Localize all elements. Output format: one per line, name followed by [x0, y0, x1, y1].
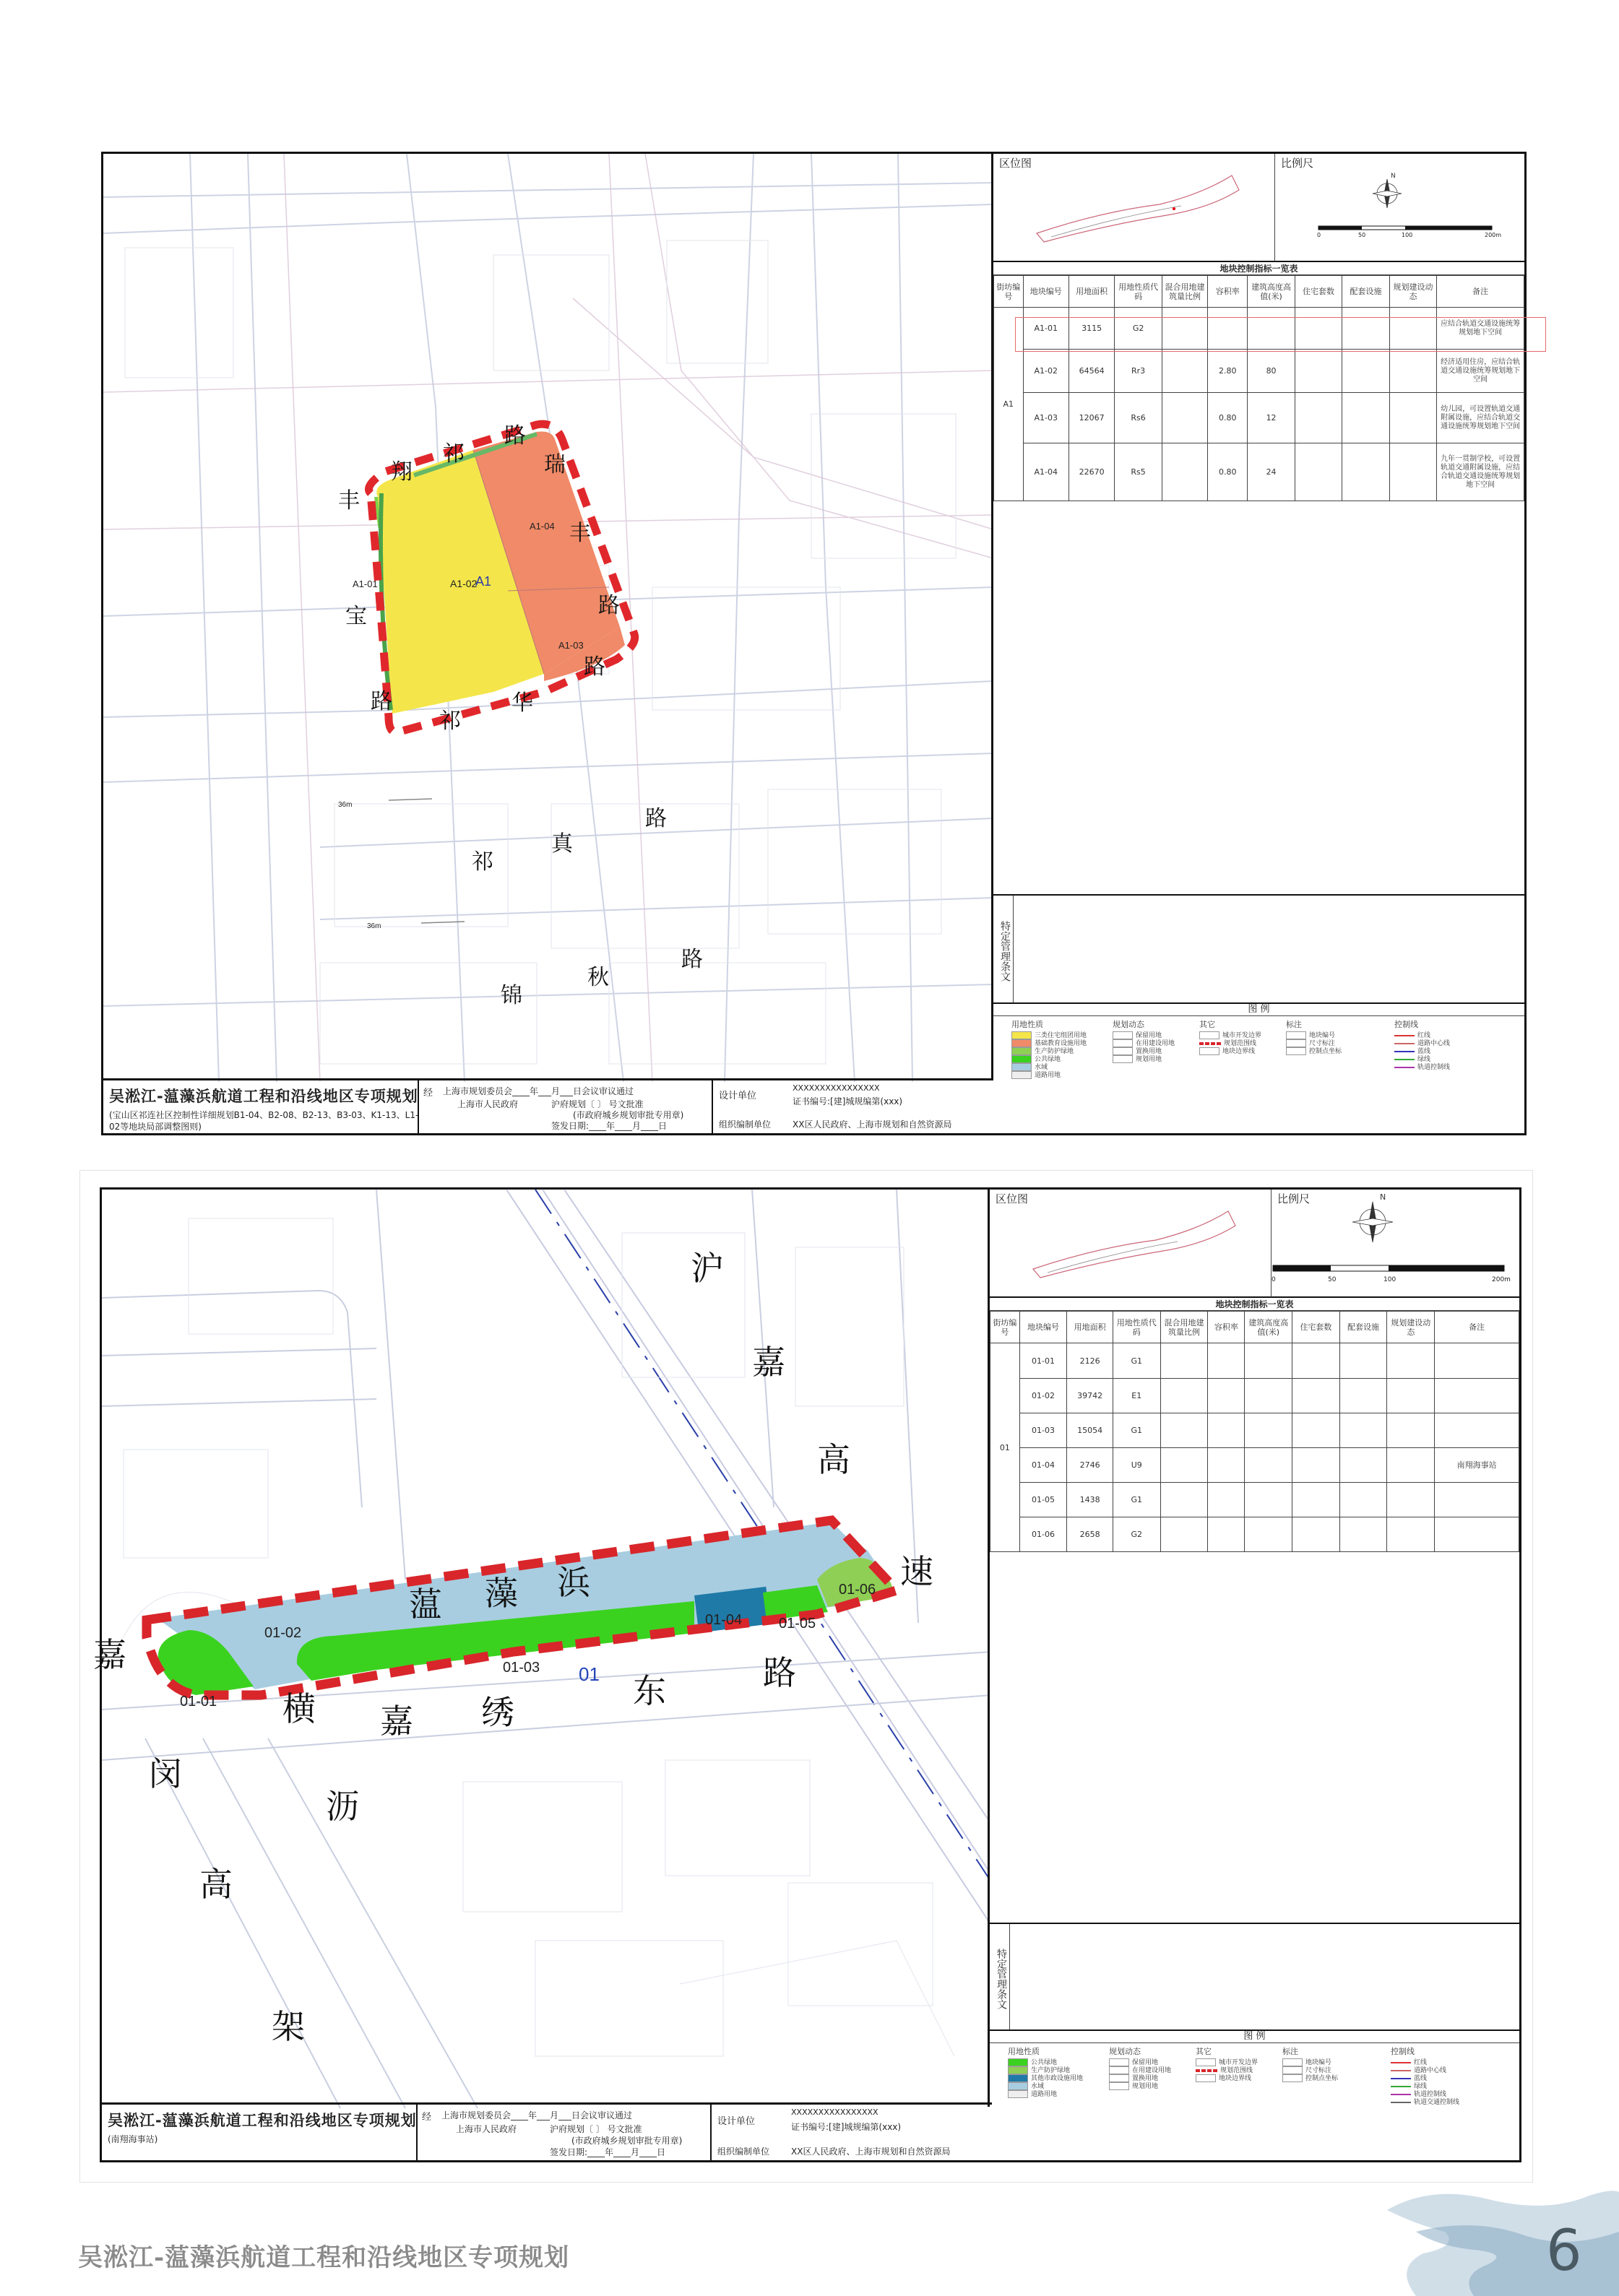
title-block-1b — [712, 1078, 993, 1133]
legend-item-label: 绿线 — [1417, 1056, 1431, 1063]
location-map-graphic — [990, 1190, 1272, 1298]
legend-item-label: 生产防护绿地 — [1035, 1048, 1074, 1055]
legend-item-label: 红线 — [1417, 1032, 1431, 1039]
highlight-box — [1015, 317, 1546, 352]
plan-sheet-1 — [101, 152, 1527, 1135]
table-row — [990, 1483, 1519, 1517]
cell: 15054 — [1067, 1413, 1113, 1448]
cell: U9 — [1113, 1448, 1160, 1483]
map-canvas-2 — [93, 1190, 992, 2108]
cell-note: 九年一贯制学校，可设置轨道交通附属设施，应结合轨道交通设施统筹规划地下空间 — [1437, 443, 1524, 501]
table-title: 地块控制指标一览表 — [990, 1298, 1519, 1311]
cell: 3115 — [1068, 308, 1114, 350]
legend-item-label: 规划用地 — [1132, 2083, 1159, 2090]
col-header: 规划建设动态 — [1389, 276, 1436, 308]
legend-item-label: 规划范围线 — [1224, 1040, 1257, 1047]
legend-swatch — [1391, 2102, 1411, 2103]
road-char: 蕰 — [409, 1585, 442, 1623]
block-cell: 01 — [990, 1343, 1020, 1552]
legend-item-label: 在用建设用地 — [1136, 1040, 1175, 1047]
legend-swatch — [1391, 2078, 1411, 2079]
road-char: 嘉 — [752, 1343, 785, 1381]
cell: E1 — [1113, 1379, 1160, 1413]
col-header: 用地面积 — [1067, 1312, 1113, 1343]
parcel-label: 01-04 — [705, 1612, 743, 1628]
legend-swatch — [1199, 1047, 1219, 1055]
col-header: 容积率 — [1208, 276, 1248, 308]
road-char: 祁 — [443, 442, 465, 466]
cell-note — [1435, 1379, 1519, 1413]
dim-label: 36m — [338, 801, 353, 809]
approval-text: 沪府规划〔 〕 号文批准 — [551, 1099, 644, 1109]
road-char: 祁 — [472, 850, 493, 874]
road-char: 华 — [511, 691, 533, 715]
legend-swatch — [1196, 2069, 1217, 2072]
col-header: 容积率 — [1208, 1312, 1245, 1343]
legend-item-label: 蓝线 — [1417, 1048, 1431, 1055]
legend-swatch — [1391, 2094, 1411, 2095]
legend-item-label: 城市开发边界 — [1219, 2059, 1258, 2066]
cell: 01-01 — [1019, 1343, 1067, 1379]
legend-item-label: 道路用地 — [1035, 1072, 1061, 1079]
legend-group-title: 规划动态 — [1109, 2047, 1141, 2056]
legend-item — [1282, 2073, 1338, 2082]
col-header: 建筑高度高值(米) — [1248, 276, 1295, 308]
approval-text: 上海市人民政府 — [457, 1099, 519, 1109]
certificate-number: 证书编号:[建]城规编第(xxx) — [793, 1096, 903, 1106]
col-header: 配套设施 — [1342, 276, 1389, 308]
scale-tick: 50 — [1328, 1276, 1337, 1283]
col-header: 备注 — [1437, 276, 1524, 308]
legend-swatch — [1199, 1042, 1221, 1045]
legend-group-title: 标注 — [1282, 2047, 1298, 2056]
cell: 39742 — [1067, 1379, 1113, 1413]
col-header: 规划建设动态 — [1387, 1312, 1435, 1343]
legend-swatch — [1008, 2090, 1028, 2098]
legend-item-label: 红线 — [1414, 2059, 1428, 2066]
road-char: 丰 — [569, 521, 591, 545]
table-title: 地块控制指标一览表 — [993, 262, 1524, 275]
cell: Rr3 — [1115, 350, 1162, 393]
design-unit-value: XXXXXXXXXXXXXXXX — [791, 2107, 878, 2117]
cell: A1-04 — [1023, 443, 1068, 501]
approval-mark: 经 — [422, 2112, 432, 2123]
legend-item — [1196, 2073, 1251, 2082]
parcel-label: A1-01 — [353, 579, 378, 589]
legend — [993, 1002, 1524, 1080]
col-header: 用地性质代码 — [1115, 276, 1162, 308]
special-clauses — [990, 1923, 1519, 2029]
approval-text: 沪府规划〔 〕 号文批准 — [550, 2124, 642, 2134]
cell: G1 — [1113, 1343, 1160, 1379]
legend-item-label: 地块编号 — [1309, 1032, 1336, 1039]
road-char: 高 — [199, 1866, 233, 1903]
legend-item-label: 规划范围线 — [1220, 2067, 1253, 2074]
legend — [990, 2029, 1519, 2107]
col-header: 混合用地建筑量比例 — [1162, 276, 1207, 308]
location-map-label: 区位图 — [999, 157, 1032, 170]
title-block-2b — [710, 2102, 992, 2160]
cell-note — [1435, 1343, 1519, 1379]
road-char: 路 — [645, 807, 667, 831]
col-header: 地块编号 — [1019, 1312, 1067, 1343]
legend-swatch — [1282, 2074, 1303, 2082]
legend-swatch — [1196, 2074, 1216, 2082]
legend-item-label: 道路用地 — [1031, 2091, 1058, 2098]
legend-swatch — [1109, 2082, 1129, 2090]
design-unit-value: XXXXXXXXXXXXXXXX — [793, 1083, 880, 1093]
table-row — [990, 1517, 1519, 1552]
legend-item-label: 水域 — [1031, 2083, 1045, 2090]
road-char: 速 — [900, 1553, 933, 1590]
cell: 64564 — [1068, 350, 1114, 393]
cell: 0.80 — [1208, 393, 1248, 443]
legend-swatch — [1394, 1067, 1415, 1068]
cell: G2 — [1113, 1517, 1160, 1552]
cell: 1438 — [1067, 1483, 1113, 1517]
design-unit-label: 设计单位 — [717, 2116, 756, 2127]
legend-item-label: 置换用地 — [1136, 1048, 1162, 1055]
table-row — [994, 443, 1524, 501]
organizer-value: XX区人民政府、上海市规划和自然资源局 — [791, 2146, 951, 2157]
organizer-label: 组织编制单位 — [719, 1119, 772, 1130]
scale-tick: 200m — [1492, 1276, 1511, 1283]
cell: 01-05 — [1019, 1483, 1067, 1517]
col-header: 备注 — [1435, 1312, 1519, 1343]
legend-item — [1011, 1070, 1061, 1079]
legend-item-label: 尺寸标注 — [1309, 1040, 1336, 1047]
north-arrow-icon — [1275, 154, 1524, 262]
approval-text: (市政府城乡规划审批专用章) — [573, 1110, 684, 1120]
special-clauses-label: 特定管理条文 — [990, 1924, 1010, 2029]
legend-item-label: 三类住宅组团用地 — [1035, 1032, 1087, 1039]
legend-body — [993, 1017, 1524, 1080]
legend-title: 图 例 — [990, 2031, 1519, 2043]
col-header: 街坊编号 — [994, 276, 1024, 308]
scale-area — [1275, 154, 1524, 262]
legend-swatch — [1286, 1047, 1306, 1055]
legend-item-label: 其他市政设施用地 — [1031, 2075, 1084, 2082]
legend-group-title: 规划动态 — [1113, 1020, 1144, 1029]
svg-text:N: N — [1391, 173, 1396, 180]
side-panel-1 — [991, 154, 1524, 1080]
road-char: 锦 — [501, 984, 522, 1008]
special-clauses — [993, 894, 1524, 1002]
legend-swatch — [1394, 1043, 1415, 1044]
cell: 01-02 — [1019, 1379, 1067, 1413]
cell: G1 — [1113, 1413, 1160, 1448]
parcel-label: A1-04 — [530, 521, 555, 532]
road-char: 秋 — [587, 966, 609, 989]
legend-item-label: 置换用地 — [1132, 2075, 1159, 2082]
legend-swatch — [1394, 1051, 1415, 1052]
legend-item-label: 保留用地 — [1136, 1032, 1162, 1039]
legend-swatch — [1113, 1055, 1133, 1063]
legend-item-label: 生产防护绿地 — [1031, 2067, 1071, 2074]
cell-note — [1435, 1413, 1519, 1448]
cell: G1 — [1113, 1483, 1160, 1517]
cell-note — [1435, 1483, 1519, 1517]
approval-text: 签发日期:____年____月____日 — [551, 1121, 668, 1131]
road-char: 祁 — [439, 709, 461, 733]
col-header: 用地性质代码 — [1113, 1312, 1160, 1343]
legend-item-label: 地块边界线 — [1222, 1048, 1256, 1055]
parcel-label: 01-02 — [264, 1625, 302, 1641]
road-char: 藻 — [485, 1574, 518, 1612]
road-char: 瑞 — [544, 453, 566, 477]
table-row — [990, 1343, 1519, 1379]
approval-text: 上海市人民政府 — [456, 2124, 517, 2134]
col-header: 住宅套数 — [1295, 276, 1342, 308]
location-map — [990, 1190, 1272, 1298]
cell: 2126 — [1067, 1343, 1113, 1379]
scale-tick: 0 — [1272, 1276, 1276, 1283]
road-char: 路 — [681, 948, 703, 971]
road-char: 架 — [272, 2008, 305, 2045]
col-header: 配套设施 — [1339, 1312, 1387, 1343]
indicator-table — [990, 1311, 1519, 1552]
legend-item-label: 尺寸标注 — [1305, 2067, 1332, 2074]
map-canvas-1 — [103, 154, 993, 1082]
legend-item — [1109, 2081, 1158, 2090]
road-char: 丰 — [338, 489, 360, 513]
road-char: 东 — [633, 1672, 666, 1710]
cell-note: 幼儿园，可设置轨道交通附属设施，应结合轨道交通设施统筹规划地下空间 — [1437, 393, 1524, 443]
cell: 12 — [1248, 393, 1295, 443]
ink-wash-decoration — [1373, 2181, 1619, 2296]
cell: 01-06 — [1019, 1517, 1067, 1552]
page-number: 6 — [1546, 2219, 1582, 2284]
plan-title: 吴淞江-蕰藻浜航道工程和沿线地区专项规划 — [109, 1088, 418, 1105]
cell: 22670 — [1068, 443, 1114, 501]
legend-item-label: 城市开发边界 — [1222, 1032, 1262, 1039]
cell: 24 — [1248, 443, 1295, 501]
indicator-table — [993, 275, 1524, 501]
special-clauses-label: 特定管理条文 — [993, 896, 1014, 1002]
scale-label: 比例尺 — [1277, 1192, 1311, 1205]
legend-item-label: 控制点坐标 — [1309, 1048, 1342, 1055]
approval-text: 上海市规划委员会____年___月___日会议审议通过 — [441, 2110, 633, 2120]
legend-group-title: 用地性质 — [1008, 2047, 1040, 2056]
col-header: 地块编号 — [1023, 276, 1068, 308]
block-label: A1 — [475, 574, 492, 589]
plan-subtitle: (宝山区祁连社区控制性详细规划B1-04、B2-08、B2-13、B3-03、K1-13、L1-02等地块局部调整图则) — [109, 1110, 419, 1132]
scale-tick: 200m — [1485, 232, 1502, 238]
legend-item-label: 在用建设用地 — [1132, 2067, 1172, 2074]
footer-title: 吴淞江-蕰藻浜航道工程和沿线地区专项规划 — [78, 2243, 570, 2272]
col-header: 用地面积 — [1068, 276, 1114, 308]
legend-item-label: 地块编号 — [1305, 2059, 1332, 2066]
legend-item-label: 道路中心线 — [1414, 2067, 1447, 2074]
road-char: 沥 — [326, 1788, 359, 1825]
cell-note — [1435, 1517, 1519, 1552]
legend-item — [1008, 2089, 1057, 2098]
scale-label: 比例尺 — [1281, 157, 1314, 170]
legend-group-title: 控制线 — [1391, 2047, 1415, 2056]
legend-swatch — [1011, 1071, 1032, 1079]
organizer-value: XX区人民政府、上海市规划和自然资源局 — [793, 1119, 952, 1130]
legend-item-label: 道路中心线 — [1417, 1040, 1451, 1047]
legend-item-label: 轨道交通控制线 — [1414, 2099, 1460, 2106]
legend-item-label: 蓝线 — [1414, 2075, 1428, 2082]
legend-item — [1199, 1046, 1255, 1055]
legend-group-title: 用地性质 — [1011, 1020, 1043, 1029]
legend-item — [1394, 1062, 1450, 1071]
cell-note: 南翔海事站 — [1435, 1448, 1519, 1483]
legend-title: 图 例 — [993, 1004, 1524, 1016]
col-header: 混合用地建筑量比例 — [1160, 1312, 1208, 1343]
parcel-label: 01-05 — [779, 1616, 816, 1632]
legend-item-label: 轨道控制线 — [1414, 2091, 1447, 2098]
plan-title: 吴淞江-蕰藻浜航道工程和沿线地区专项规划 — [108, 2112, 417, 2129]
legend-group-title: 标注 — [1286, 1020, 1302, 1029]
col-header: 住宅套数 — [1292, 1312, 1340, 1343]
scale-tick: 0 — [1317, 232, 1321, 238]
parcel-label: 01-03 — [503, 1660, 540, 1676]
legend-item-label: 规划用地 — [1136, 1056, 1162, 1063]
scale-area — [1272, 1190, 1519, 1298]
approval-mark: 经 — [423, 1088, 433, 1099]
col-header: 建筑高度高值(米) — [1245, 1312, 1292, 1343]
block-label: 01 — [579, 1663, 600, 1685]
legend-item-label: 水域 — [1035, 1064, 1048, 1071]
legend-body — [990, 2044, 1519, 2107]
certificate-number: 证书编号:[建]城规编第(xxx) — [791, 2122, 902, 2132]
cell: 2658 — [1067, 1517, 1113, 1552]
road-char: 横 — [282, 1690, 316, 1728]
road-char: 路 — [763, 1654, 796, 1691]
road-char: 沪 — [691, 1249, 724, 1287]
parcel-label: A1-03 — [558, 640, 584, 651]
cell: 2746 — [1067, 1448, 1113, 1483]
cell: A1-03 — [1023, 393, 1068, 443]
legend-swatch — [1394, 1059, 1415, 1060]
cell-note: 应结合轨道交通设施统筹规划地下空间 — [1437, 308, 1524, 350]
legend-swatch — [1391, 2062, 1411, 2063]
legend-group-title: 其它 — [1196, 2047, 1212, 2056]
road-char: 浜 — [557, 1564, 590, 1601]
scale-tick: 100 — [1383, 1276, 1396, 1283]
cell: 2.80 — [1208, 350, 1248, 393]
legend-item-label: 公共绿地 — [1035, 1056, 1061, 1063]
legend-item-label: 保留用地 — [1132, 2059, 1159, 2066]
road-char: 嘉 — [380, 1702, 413, 1740]
location-map-label: 区位图 — [996, 1192, 1029, 1205]
table-row — [994, 393, 1524, 443]
legend-swatch — [1391, 2086, 1411, 2087]
legend-item — [1113, 1054, 1162, 1063]
legend-swatch — [1391, 2070, 1411, 2071]
table-row — [994, 350, 1524, 393]
cell: G2 — [1115, 308, 1162, 350]
svg-text:N: N — [1380, 1192, 1386, 1202]
design-unit-label: 设计单位 — [719, 1091, 757, 1101]
road-char: 真 — [551, 832, 573, 856]
road-char: 嘉 — [93, 1636, 126, 1673]
legend-item — [1286, 1046, 1342, 1055]
legend-item-label: 公共绿地 — [1031, 2059, 1058, 2066]
table-row — [990, 1379, 1519, 1413]
legend-item-label: 基础教育设施用地 — [1035, 1040, 1087, 1047]
parcel-label: 01-06 — [839, 1582, 876, 1598]
road-char: 路 — [598, 594, 620, 618]
cell: 80 — [1248, 350, 1295, 393]
dim-label: 36m — [367, 922, 381, 930]
organizer-label: 组织编制单位 — [717, 2146, 770, 2157]
cell: 12067 — [1068, 393, 1114, 443]
legend-group-title: 控制线 — [1394, 1020, 1418, 1029]
table-row — [990, 1413, 1519, 1448]
road-char: 路 — [371, 690, 392, 714]
road-char: 宝 — [345, 605, 367, 628]
scale-tick: 100 — [1402, 232, 1413, 238]
legend-item-label: 轨道控制线 — [1417, 1064, 1451, 1071]
scale-tick: 50 — [1358, 232, 1366, 238]
parcel-label: 01-01 — [180, 1694, 217, 1710]
approval-text: 上海市规划委员会____年___月___日会议审议通过 — [443, 1086, 634, 1096]
side-panel-2 — [988, 1190, 1519, 2107]
parcel-label: A1-02 — [450, 578, 478, 589]
location-map — [993, 154, 1275, 262]
road-char: 高 — [817, 1441, 850, 1478]
legend-item-label: 控制点坐标 — [1305, 2075, 1339, 2082]
road-char: 绣 — [481, 1694, 514, 1731]
cell-note: 经济适用住房，应结合轨道交通设施统筹规划地下空间 — [1437, 350, 1524, 393]
legend-item — [1391, 2097, 1459, 2106]
legend-swatch — [1394, 1035, 1415, 1036]
cell: 0.80 — [1208, 443, 1248, 501]
cell: 01-03 — [1019, 1413, 1067, 1448]
block-cell: A1 — [994, 308, 1024, 501]
road-char: 路 — [584, 655, 605, 679]
approval-text: 签发日期:____年____月____日 — [550, 2147, 666, 2157]
approval-text: (市政府城乡规划审批专用章) — [571, 2136, 683, 2146]
plan-subtitle: (南翔海事站) — [108, 2134, 158, 2144]
location-map-graphic — [993, 154, 1275, 262]
road-char: 闵 — [149, 1755, 182, 1793]
cell: A1-02 — [1023, 350, 1068, 393]
legend-item-label: 绿线 — [1414, 2083, 1428, 2090]
plan-sheet-2 — [93, 1187, 1521, 2162]
cell: Rs6 — [1115, 393, 1162, 443]
legend-item-label: 地块边界线 — [1219, 2075, 1252, 2082]
table-row — [990, 1448, 1519, 1483]
legend-group-title: 其它 — [1199, 1020, 1215, 1029]
cell: Rs5 — [1115, 443, 1162, 501]
col-header: 街坊编号 — [990, 1312, 1020, 1343]
cell: 01-04 — [1019, 1448, 1067, 1483]
road-char: 翔 — [391, 460, 413, 484]
cell: A1-01 — [1023, 308, 1068, 350]
road-char: 路 — [504, 424, 526, 448]
